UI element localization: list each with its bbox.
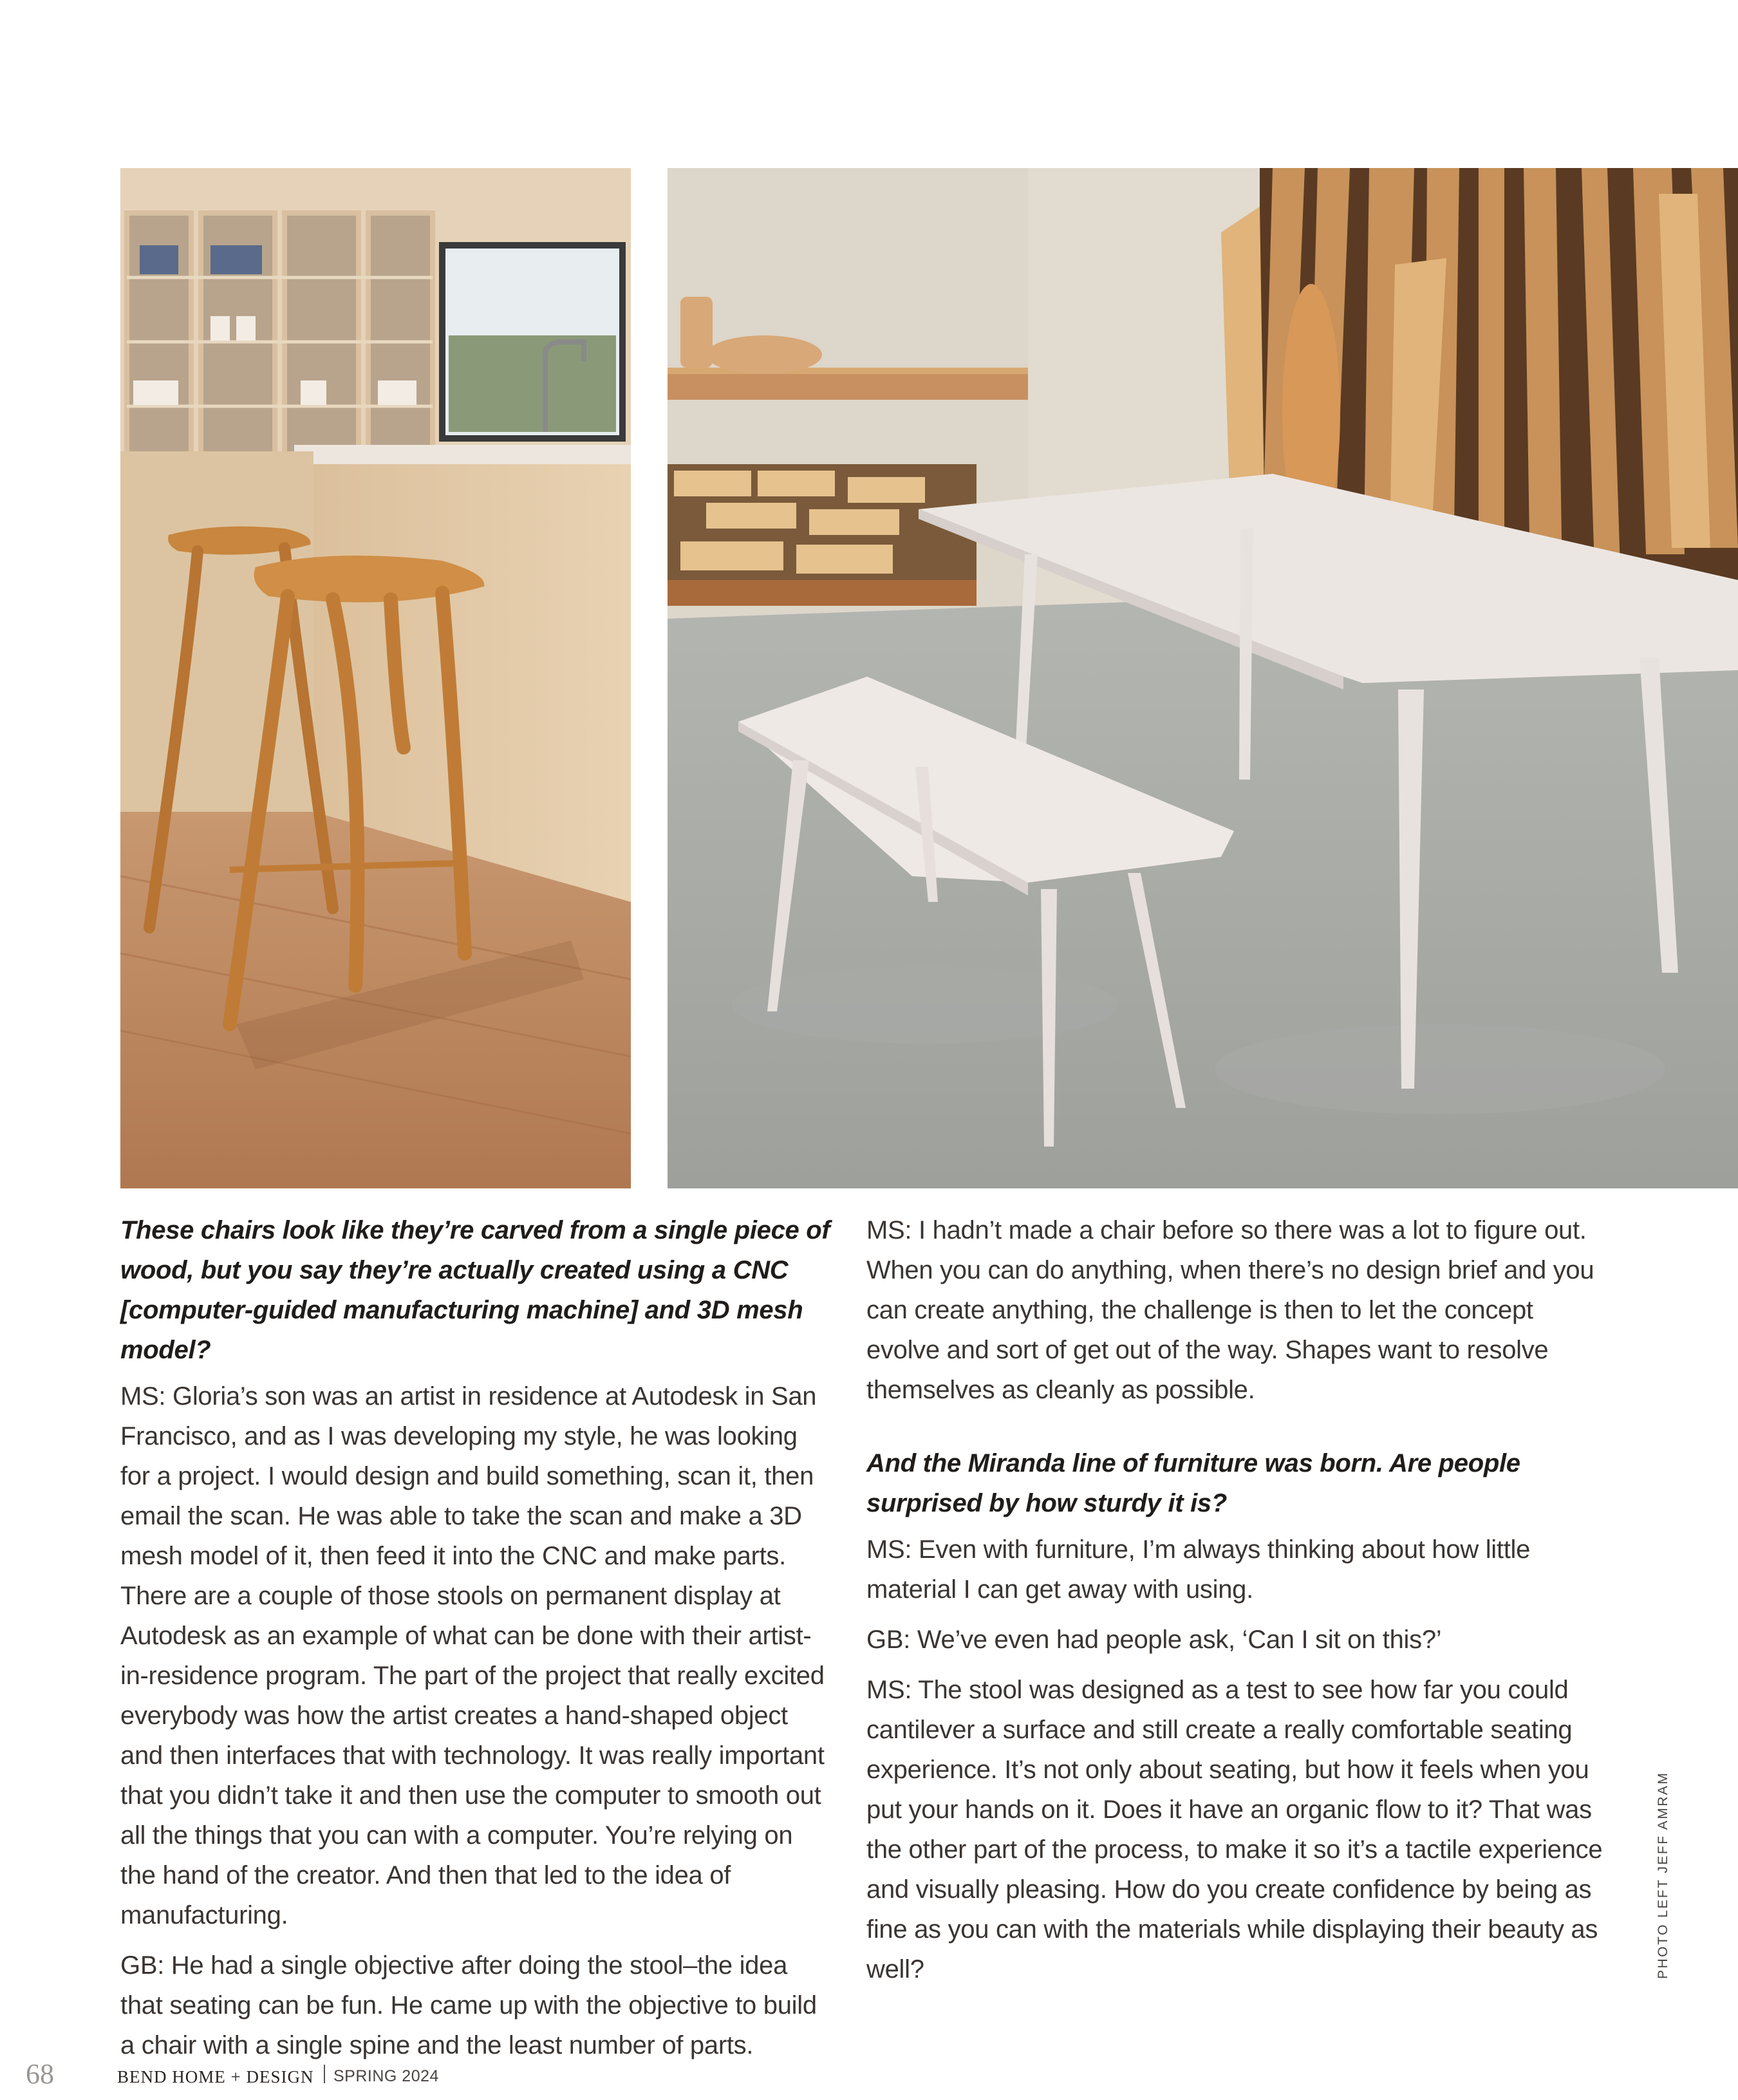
issue-label: SPRING 2024 bbox=[333, 2067, 439, 2085]
answer-ms-chair: MS: I hadn’t made a chair before so there was a lot to figure out. When you can do anything, when there’s no design brief and you can create anything, the challenge is then to let the concept evolve and sort of get out of the way. Shapes want to resolve themselves as cleanly as possible. bbox=[866, 1216, 1594, 1404]
question-cnc: These chairs look like they’re carved from a single piece of wood, but you say they’re actually created using a CNC [computer-guided manufacturing machine] and 3D mesh model? bbox=[120, 1216, 830, 1364]
photo-credit: PHOTO LEFT JEFF AMRAM bbox=[1656, 1771, 1670, 1979]
right-text-column bbox=[866, 1210, 1603, 1989]
publication-name: BEND HOME + DESIGN bbox=[117, 2067, 314, 2086]
answer-ms-stool-test: MS: The stool was designed as a test to see how far you could cantilever a surface and still create a really comfortable seating experience. It’s not only about seating, but how it feels when you put your hands on it. Does it have an organic flow to it? That was the other part of the process, to make it so it’s a tactile experience and visually pleasing. How do you create confidence by being as fine as you can with the materials while displaying their beauty as well? bbox=[866, 1676, 1603, 1983]
photo-table-and-bench bbox=[668, 168, 1738, 1188]
left-text-column bbox=[120, 1210, 832, 2065]
answer-gb-single-objective: GB: He had a single objective after doing the stool–the idea that seating can be fun. He came up with the objective to build a chair with a single spine and the least number of parts. bbox=[120, 1951, 817, 2059]
page-footer bbox=[0, 2058, 644, 2090]
answer-ms-material: MS: Even with furniture, I’m always thinking about how little material I can get away with using. bbox=[866, 1535, 1531, 1604]
page-number: 68 bbox=[26, 2058, 54, 2090]
photo-bar-stools bbox=[120, 168, 631, 1188]
question-miranda: And the Miranda line of furniture was born. Are people surprised by how sturdy it is? bbox=[866, 1449, 1520, 1517]
answer-gb-sit: GB: We’ve even had people ask, ‘Can I sit on this?’ bbox=[866, 1626, 1442, 1654]
answer-ms-autodesk: MS: Gloria’s son was an artist in residence at Autodesk in San Francisco, and as I was developing my style, he was looking for a project. I would design and build something, scan it, then email the scan. He was able to take the scan and make a 3D mesh model of it, then feed it into the CNC and make parts. There are a couple of those stools on permanent display at Autodesk as an example of what can be done with their artist-in-residence program. The part of the project that really excited everybody was how the artist creates a hand-shaped object and then interfaces that with technology. It was really important that you didn’t take it and then use the computer to smooth out all the things that you can with a computer. You’re relying on the hand of the creator. And then that led to the idea of manufacturing. bbox=[120, 1382, 825, 1929]
footer-divider bbox=[324, 2065, 325, 2083]
